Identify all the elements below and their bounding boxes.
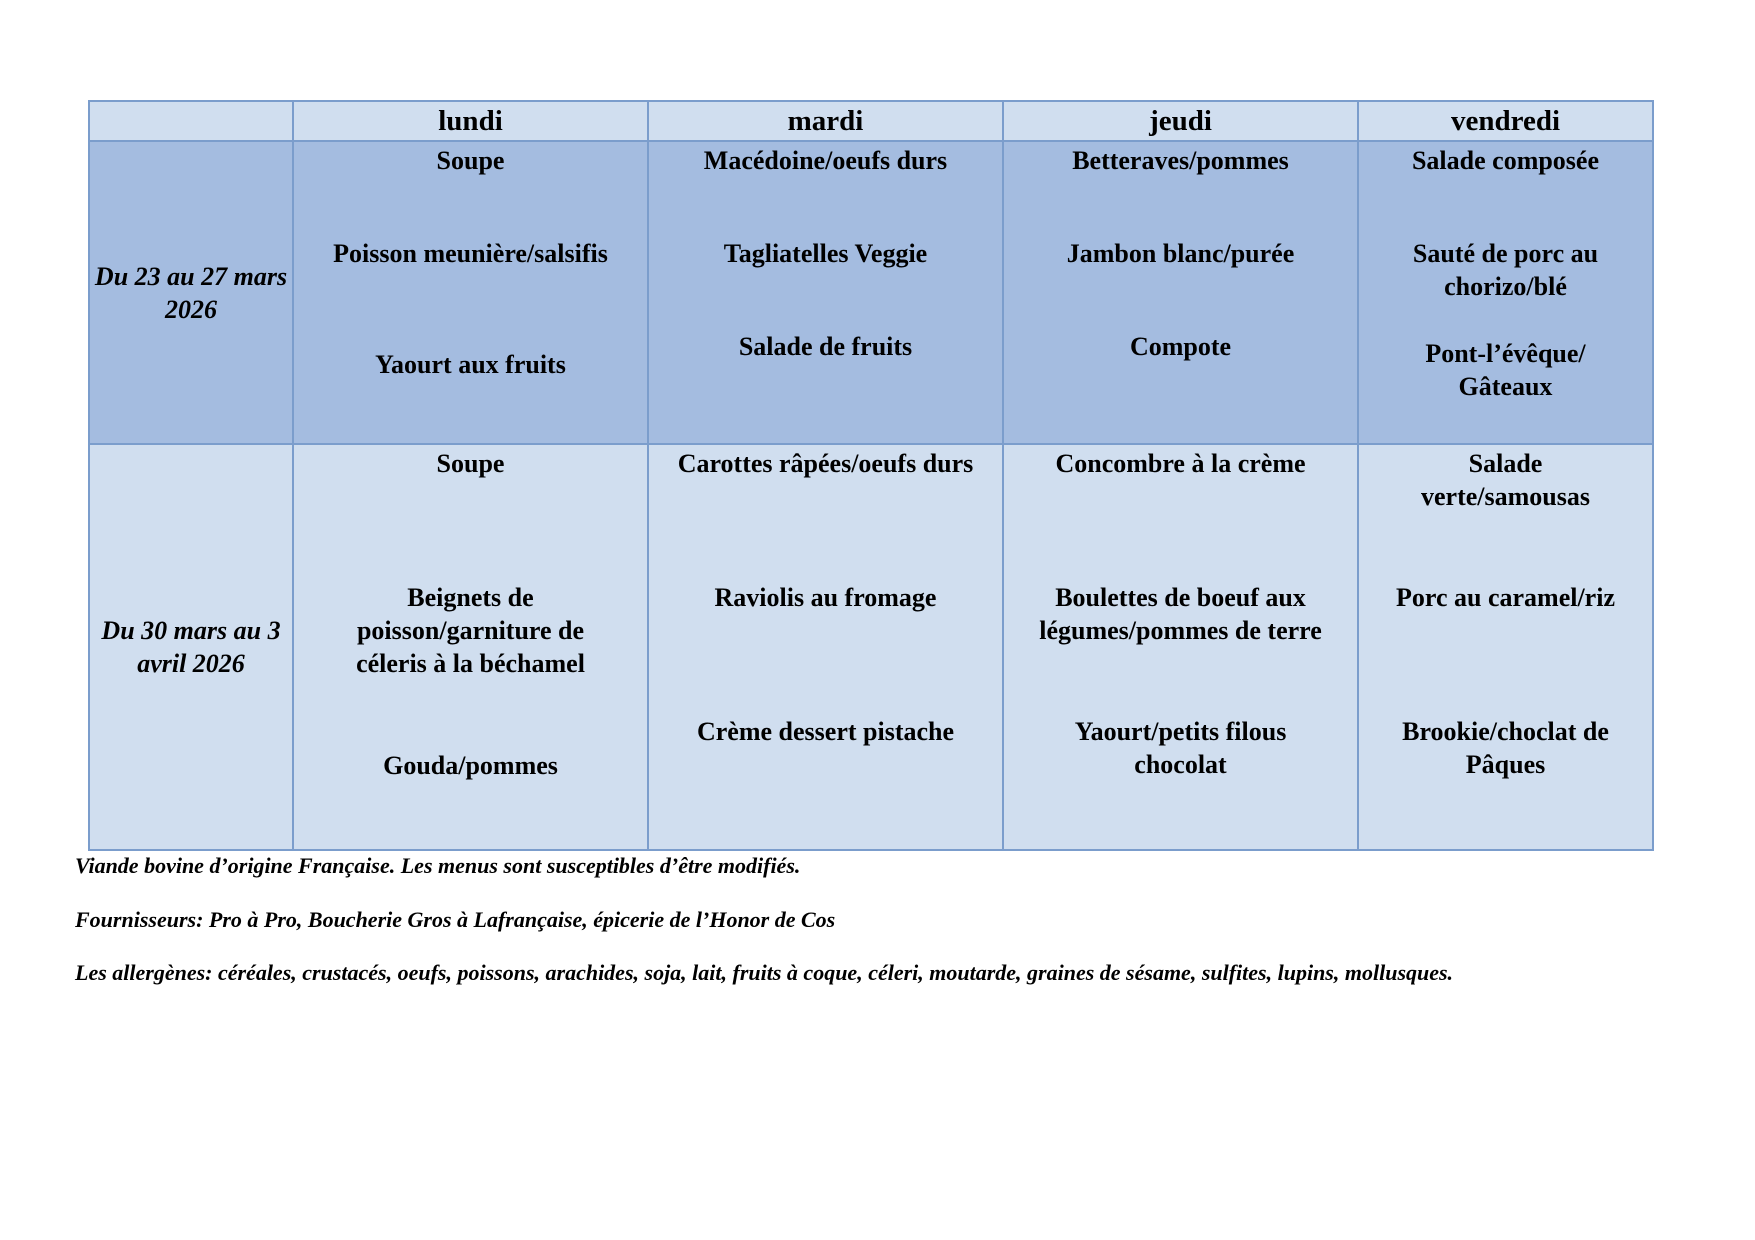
week-1-jeudi-cell bbox=[1003, 141, 1358, 444]
week-2-mardi-starter: Carottes râpées/oeufs durs bbox=[677, 449, 974, 478]
week-1-mardi-main: Tagliatelles Veggie bbox=[723, 239, 928, 268]
week-2-vendredi-starter: Salade verte/samousas bbox=[1421, 449, 1590, 511]
week-1-mardi-cell bbox=[648, 141, 1003, 444]
header-corner-cell bbox=[89, 101, 293, 141]
week-2-vendredi-main: Porc au caramel/riz bbox=[1396, 583, 1615, 612]
week-2-lundi-starter: Soupe bbox=[436, 449, 505, 478]
week-1-lundi-main: Poisson meunière/salsifis bbox=[333, 239, 608, 268]
week-1-mardi-dessert: Salade de fruits bbox=[738, 332, 913, 361]
header-jeudi: jeudi bbox=[1003, 101, 1358, 141]
header-lundi: lundi bbox=[293, 101, 648, 141]
week-2-mardi-dessert: Crème dessert pistache bbox=[696, 717, 955, 746]
week-1-lundi-starter: Soupe bbox=[436, 146, 505, 175]
week-1-jeudi-main: Jambon blanc/purée bbox=[1066, 239, 1295, 268]
week-2-jeudi-starter: Concombre à la crème bbox=[1055, 449, 1306, 478]
note-suppliers: Fournisseurs: Pro à Pro, Boucherie Gros à Lafrançaise, épicerie de l’Honor de Cos bbox=[75, 907, 836, 932]
week-1-label: Du 23 au 27 mars 2026 bbox=[89, 141, 293, 444]
menu-table bbox=[88, 100, 1654, 851]
week-1-lundi-dessert: Yaourt aux fruits bbox=[375, 350, 566, 379]
week-2-jeudi-main: Boulettes de boeuf aux légumes/pommes de terre bbox=[1039, 583, 1322, 645]
week-1-jeudi-starter: Betteraves/pommes bbox=[1072, 146, 1289, 175]
week-2-jeudi-dessert: Yaourt/petits filous chocolat bbox=[1074, 717, 1287, 779]
header-row bbox=[89, 101, 1653, 141]
week-2-lundi-main: Beignets de poisson/garniture de céleris à la béchamel bbox=[356, 583, 585, 678]
week-row-1 bbox=[89, 141, 1653, 444]
week-2-jeudi-cell bbox=[1003, 444, 1358, 850]
header-mardi: mardi bbox=[648, 101, 1003, 141]
week-1-mardi-starter: Macédoine/oeufs durs bbox=[703, 146, 948, 175]
week-2-lundi-dessert: Gouda/pommes bbox=[383, 751, 558, 780]
week-2-vendredi-dessert: Brookie/choclat de Pâques bbox=[1402, 717, 1609, 779]
week-1-vendredi-cell bbox=[1358, 141, 1653, 444]
week-2-label: Du 30 mars au 3 avril 2026 bbox=[89, 444, 293, 850]
note-allergens: Les allergènes: céréales, crustacés, oeufs, poissons, arachides, soja, lait, fruits à coque, céleri, moutarde, graines de sésame, sulfites, lupins, mollusques. bbox=[75, 960, 1454, 985]
week-1-vendredi-main: Sauté de porc au chorizo/blé bbox=[1412, 239, 1599, 301]
note-origin: Viande bovine d’origine Française. Les menus sont susceptibles d’être modifiés. bbox=[75, 853, 801, 878]
header-vendredi: vendredi bbox=[1358, 101, 1653, 141]
week-1-jeudi-dessert: Compote bbox=[1129, 332, 1232, 361]
week-row-2 bbox=[89, 444, 1653, 850]
week-2-mardi-cell bbox=[648, 444, 1003, 850]
week-1-vendredi-starter: Salade composée bbox=[1411, 146, 1600, 175]
week-2-lundi-cell bbox=[293, 444, 648, 850]
week-2-mardi-main: Raviolis au fromage bbox=[714, 583, 937, 612]
week-2-vendredi-cell bbox=[1358, 444, 1653, 850]
week-1-vendredi-dessert: Pont-l’évêque/ Gâteaux bbox=[1425, 339, 1586, 401]
week-1-lundi-cell bbox=[293, 141, 648, 444]
